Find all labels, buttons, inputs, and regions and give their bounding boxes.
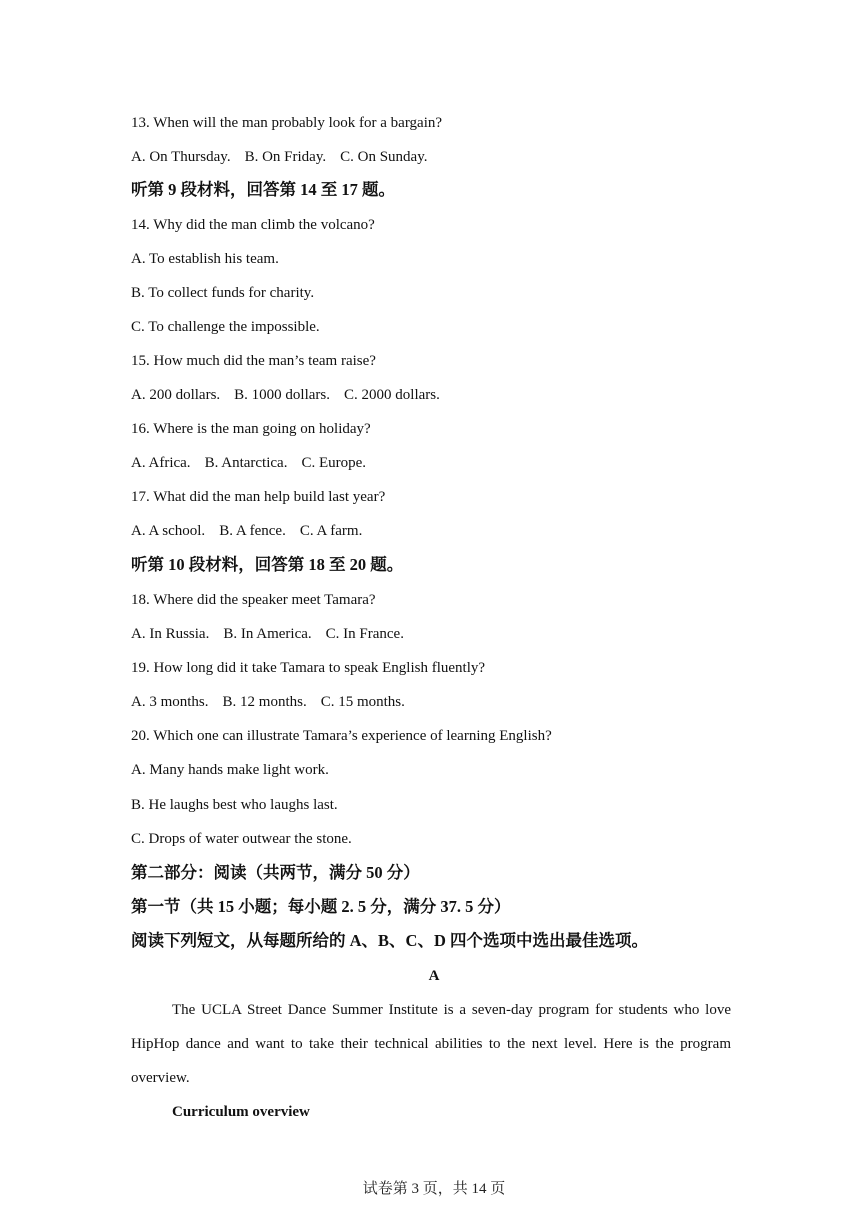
option-c: C. In France. xyxy=(325,626,404,642)
question-20-option-c: C. Drops of water outwear the stone. xyxy=(131,831,352,847)
option-b: B. On Friday. xyxy=(244,149,327,165)
question-20-option-a: A. Many hands make light work. xyxy=(131,762,329,778)
question-14-option-b: B. To collect funds for charity. xyxy=(131,285,315,301)
option-c: C. 15 months. xyxy=(320,694,405,710)
option-a: A. Africa. xyxy=(131,455,191,471)
section-heading-material-9: 听第 9 段材料，回答第 14 至 17 题。 xyxy=(131,180,395,199)
section-heading-material-10: 听第 10 段材料，回答第 18 至 20 题。 xyxy=(131,555,404,574)
question-15-stem: 15. How much did the man’s team raise? xyxy=(131,353,376,369)
question-18-stem: 18. Where did the speaker meet Tamara? xyxy=(131,592,376,608)
option-b: B. 12 months. xyxy=(222,694,307,710)
option-a: A. 3 months. xyxy=(131,694,209,710)
option-a: A. 200 dollars. xyxy=(131,387,221,403)
question-14-stem: 14. Why did the man climb the volcano? xyxy=(131,217,375,233)
question-14-option-a: A. To establish his team. xyxy=(131,251,279,267)
question-15-options xyxy=(131,385,440,405)
question-17-stem: 17. What did the man help build last year? xyxy=(131,489,386,505)
question-19-stem: 19. How long did it take Tamara to speak English fluently? xyxy=(131,660,486,676)
page-footer: 试卷第 3 页，共 14 页 xyxy=(362,1181,506,1197)
passage-label: A xyxy=(428,968,440,984)
option-c: C. Europe. xyxy=(301,455,367,471)
passage-intro: The UCLA Street Dance Summer Institute is a seven-day program for students who love HipHop dance and want to take their technical abilities to the next level. Here is the program overview. xyxy=(131,1002,731,1086)
curriculum-subheading: Curriculum overview xyxy=(172,1104,310,1120)
option-b: B. A fence. xyxy=(219,523,286,539)
option-a: A. On Thursday. xyxy=(131,149,231,165)
option-a: A. A school. xyxy=(131,523,206,539)
question-16-stem: 16. Where is the man going on holiday? xyxy=(131,421,371,437)
option-b: B. 1000 dollars. xyxy=(234,387,331,403)
option-a: A. In Russia. xyxy=(131,626,210,642)
section-one-heading: 第一节（共 15 小题；每小题 2. 5 分，满分 37. 5 分） xyxy=(131,897,511,916)
part-two-heading: 第二部分：阅读（共两节，满分 50 分） xyxy=(131,863,420,882)
question-19-options xyxy=(131,692,405,712)
question-20-stem: 20. Which one can illustrate Tamara’s experience of learning English? xyxy=(131,728,552,744)
question-20-option-b: B. He laughs best who laughs last. xyxy=(131,797,338,813)
reading-instruction: 阅读下列短文，从每题所给的 A、B、C、D 四个选项中选出最佳选项。 xyxy=(131,931,649,950)
option-b: B. Antarctica. xyxy=(204,455,288,471)
option-c: C. On Sunday. xyxy=(340,149,428,165)
question-13-options xyxy=(131,147,427,167)
option-b: B. In America. xyxy=(223,626,312,642)
question-18-options xyxy=(131,624,404,644)
question-13-stem: 13. When will the man probably look for a bargain? xyxy=(131,115,443,131)
question-17-options xyxy=(131,521,362,541)
question-14-option-c: C. To challenge the impossible. xyxy=(131,319,320,335)
option-c: C. 2000 dollars. xyxy=(344,387,440,403)
question-16-options xyxy=(131,453,366,473)
option-c: C. A farm. xyxy=(299,523,363,539)
